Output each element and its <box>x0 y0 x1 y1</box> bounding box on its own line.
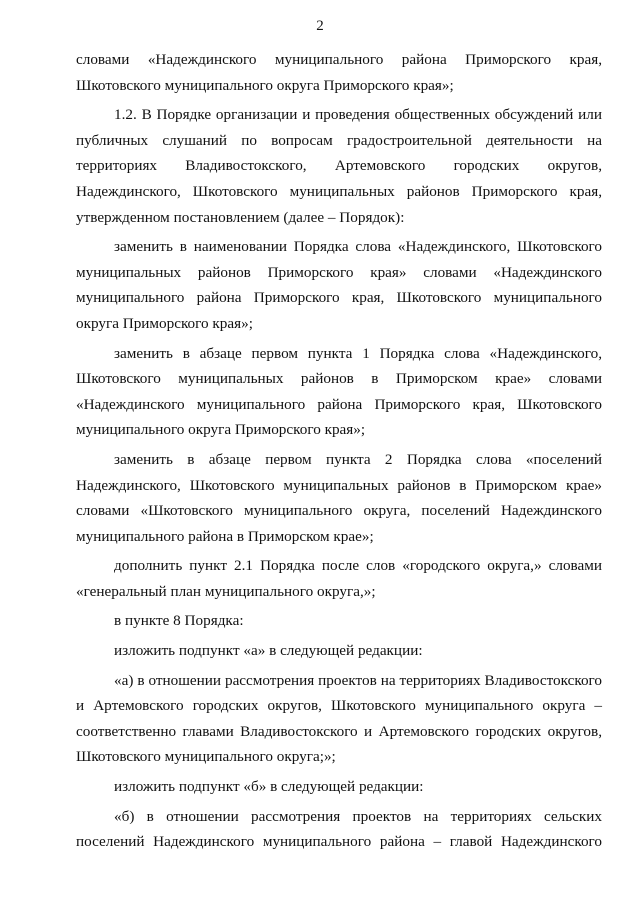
paragraph-point-8: в пункте 8 Порядка: <box>114 612 244 630</box>
paragraph-continuation: словами «Надеждинского муниципального района Приморского края, Шкотовского муниципального округа Приморского края»; <box>76 51 602 94</box>
document-body <box>76 47 602 859</box>
paragraph-subpoint-b-text: «б) в отношении рассмотрения проектов на территориях сельских поселений Надеждинского муниципального района – главой Надеждинского <box>76 807 602 851</box>
paragraph-subpoint-b-intro: изложить подпункт «б» в следующей редакции: <box>114 778 424 796</box>
paragraph-subpoint-a-intro: изложить подпункт «а» в следующей редакции: <box>114 642 423 660</box>
paragraph-item-1-2: 1.2. В Порядке организации и проведения общественных обсуждений или публичных слушаний по вопросам градостроительной деятельности на территориях Владивостокского, Артемовского городских округов, Надеждинского, Шкотовского муниципальных районов Приморского края, утвержденном постановлением (далее – Порядок): <box>76 106 602 226</box>
paragraph-subpoint-a-text: «а) в отношении рассмотрения проектов на территориях Владивостокского и Артемовского городских округов, Шкотовского муниципального округа – соответственно главами Владивостокского и Артемовского городских округов, Шкотовского муниципального округа;»; <box>76 671 602 766</box>
paragraph-replace-point-1: заменить в абзаце первом пункта 1 Порядка слова «Надеждинского, Шкотовского муниципальных районов в Приморском крае» словами «Надеждинского муниципального района Приморского края, Шкотовского муниципального округа Приморского края»; <box>76 344 602 439</box>
paragraph-replace-title: заменить в наименовании Порядка слова «Надеждинского, Шкотовского муниципальных районов Приморского края» словами «Надеждинского муниципального района Приморского края, Шкотовского муниципального округа Приморского края»; <box>76 238 602 332</box>
paragraph-supplement-point-2-1: дополнить пункт 2.1 Порядка после слов «городского округа,» словами «генеральный план муниципального округа,»; <box>76 557 602 600</box>
paragraph-replace-point-2: заменить в абзаце первом пункта 2 Порядка слова «поселений Надеждинского, Шкотовского муниципальных районов в Приморском крае» словами «Шкотовского муниципального округа, поселений Надеждинского муниципального района в Приморском крае»; <box>76 450 602 545</box>
page-number: 2 <box>316 18 324 34</box>
